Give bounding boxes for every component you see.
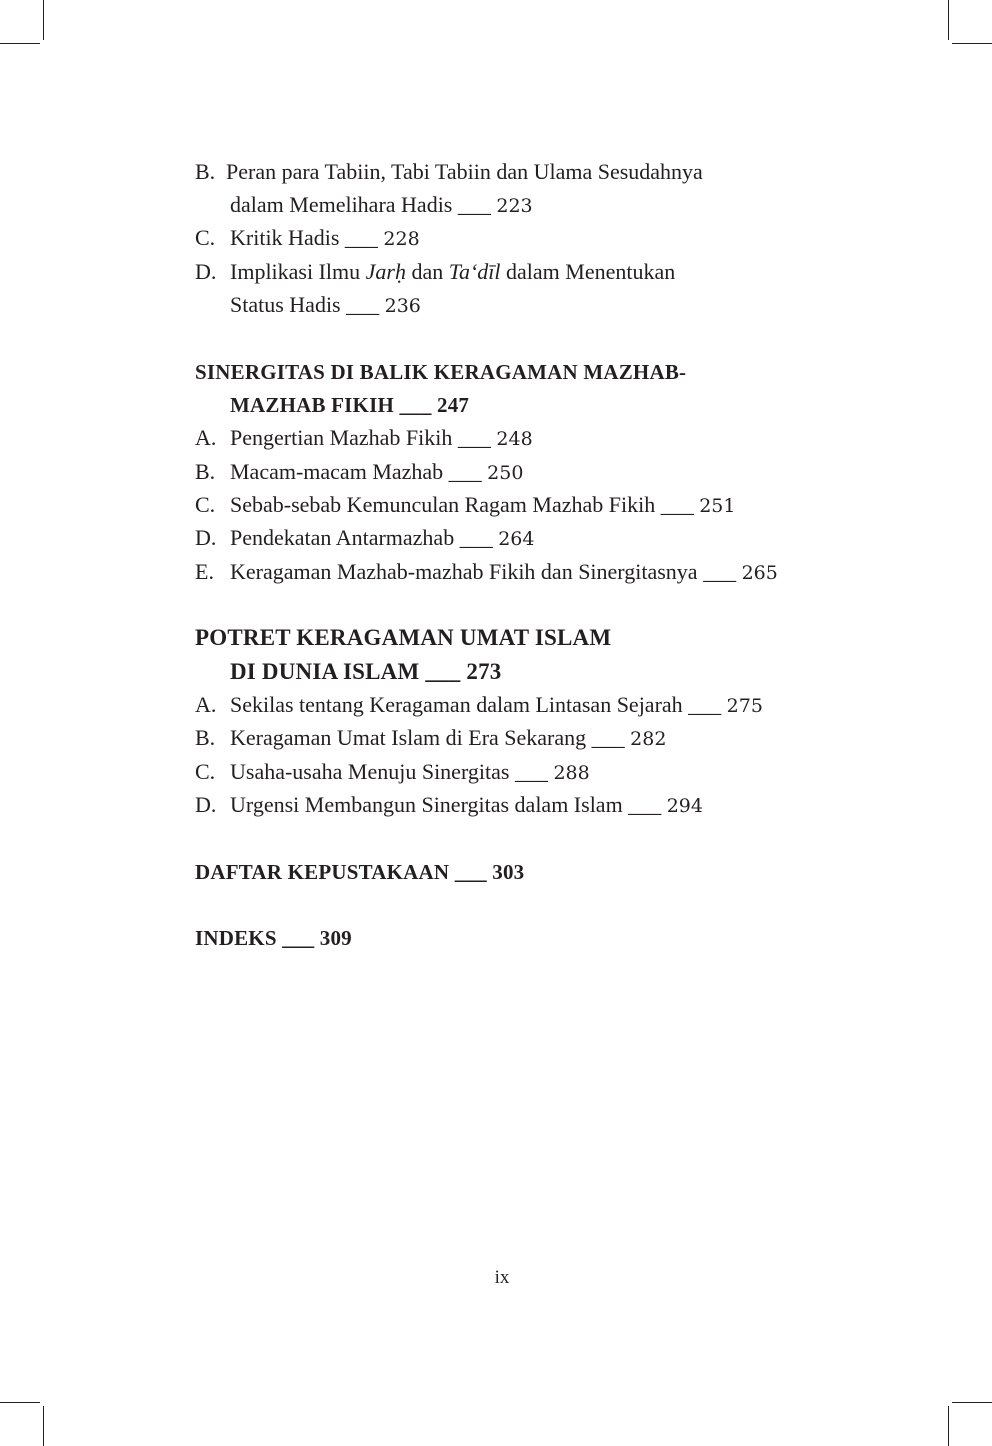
leader-line: ___ xyxy=(457,425,491,450)
chapter-title-line: SINERGITAS DI BALIK KERAGAMAN MAZHAB- xyxy=(195,360,687,384)
entry-title: Kritik Hadis xyxy=(230,225,340,250)
crop-mark xyxy=(952,1402,992,1403)
entry-letter: D. xyxy=(195,259,217,284)
page-number: 273 xyxy=(466,659,502,684)
leader-line: ___ xyxy=(448,459,482,484)
page-number: 251 xyxy=(699,495,736,517)
leader-line: ___ xyxy=(346,292,380,317)
leader-line: ___ xyxy=(688,692,722,717)
page-number: 282 xyxy=(630,728,667,750)
page-number: 275 xyxy=(726,695,763,717)
chapter-title-line: POTRET KERAGAMAN UMAT ISLAM xyxy=(195,625,612,650)
leader-line: ___ xyxy=(703,559,737,584)
crop-mark xyxy=(948,1406,949,1446)
page-number: 236 xyxy=(384,295,421,317)
entry-title: Pendekatan Antarmazhab xyxy=(230,525,455,550)
page-number: 303 xyxy=(492,860,525,884)
page-number: 223 xyxy=(496,195,533,217)
entry-letter: D. xyxy=(195,525,217,550)
leader-line: ___ xyxy=(660,492,694,517)
crop-mark xyxy=(0,43,40,44)
leader-line: ___ xyxy=(457,192,491,217)
page-number: 294 xyxy=(666,795,703,817)
chapter-title-line: MAZHAB FIKIH xyxy=(230,393,394,417)
chapter-title-line: DI DUNIA ISLAM xyxy=(230,659,420,684)
entry-title: Sebab-sebab Kemunculan Ragam Mazhab Fikih xyxy=(230,492,656,517)
leader-line: ___ xyxy=(454,860,487,884)
entry-title: dalam Menentukan xyxy=(500,259,676,284)
chapter-title-continuation[interactable] xyxy=(230,657,502,687)
entry-title: Urgensi Membangun Sinergitas dalam Islam xyxy=(230,792,623,817)
entry-letter: C. xyxy=(195,492,216,517)
entry-letter: C. xyxy=(195,759,216,784)
page-number: 288 xyxy=(553,762,590,784)
entry-letter: A. xyxy=(195,692,217,717)
entry-title: Keragaman Umat Islam di Era Sekarang xyxy=(230,725,587,750)
chapter-title[interactable] xyxy=(195,923,352,953)
entry-letter: B. xyxy=(195,725,216,750)
crop-mark xyxy=(0,1402,40,1403)
entry-letter: C. xyxy=(195,225,216,250)
page-number: 228 xyxy=(383,228,420,250)
page-number: 264 xyxy=(498,528,535,550)
crop-mark xyxy=(43,1406,44,1446)
chapter-title[interactable] xyxy=(195,623,611,653)
entry-letter: B. xyxy=(195,459,216,484)
entry-title-continued: dalam Memelihara Hadis xyxy=(230,192,453,217)
leader-line: ___ xyxy=(282,926,315,950)
chapter-title[interactable] xyxy=(195,357,686,387)
leader-line: ___ xyxy=(514,759,548,784)
page-number: 247 xyxy=(437,393,470,417)
entry-title: Peran para Tabiin, Tabi Tabiin dan Ulama Sesudahnya xyxy=(226,159,703,184)
page-number: 250 xyxy=(487,462,524,484)
leader-line: ___ xyxy=(399,393,432,417)
entry-title: Implikasi Ilmu xyxy=(230,259,366,284)
page-number-footer: ix xyxy=(494,1267,510,1288)
crop-mark xyxy=(952,43,992,44)
page-number: 265 xyxy=(741,562,778,584)
chapter-title-line: INDEKS xyxy=(195,926,277,950)
leader-line: ___ xyxy=(591,725,625,750)
entry-letter: D. xyxy=(195,792,217,817)
chapter-title-continuation[interactable] xyxy=(230,390,469,420)
entry-title-italic: Ta‘dīl xyxy=(448,259,501,284)
page-number: 309 xyxy=(319,926,352,950)
leader-line: ___ xyxy=(628,792,662,817)
entry-title: Usaha-usaha Menuju Sinergitas xyxy=(230,759,510,784)
chapter-title-line: DAFTAR KEPUSTAKAAN xyxy=(195,860,450,884)
entry-title: dan xyxy=(405,259,449,284)
entry-title: Pengertian Mazhab Fikih xyxy=(230,425,453,450)
entry-title-italic: Jarḥ xyxy=(365,259,406,284)
crop-mark xyxy=(43,0,44,40)
entry-letter: E. xyxy=(195,559,214,584)
entry-letter: A. xyxy=(195,425,217,450)
chapter-title[interactable] xyxy=(195,857,524,887)
entry-letter: B. xyxy=(195,159,216,184)
leader-line: ___ xyxy=(459,525,493,550)
leader-line: ___ xyxy=(344,225,378,250)
entry-title: Sekilas tentang Keragaman dalam Lintasan Sejarah xyxy=(230,692,683,717)
crop-mark xyxy=(948,0,949,40)
entry-title: Macam-macam Mazhab xyxy=(230,459,444,484)
entry-title: Keragaman Mazhab-mazhab Fikih dan Sinergitasnya xyxy=(230,559,698,584)
page-number: 248 xyxy=(496,428,533,450)
entry-title-continued: Status Hadis xyxy=(230,292,341,317)
leader-line: ___ xyxy=(425,659,461,684)
